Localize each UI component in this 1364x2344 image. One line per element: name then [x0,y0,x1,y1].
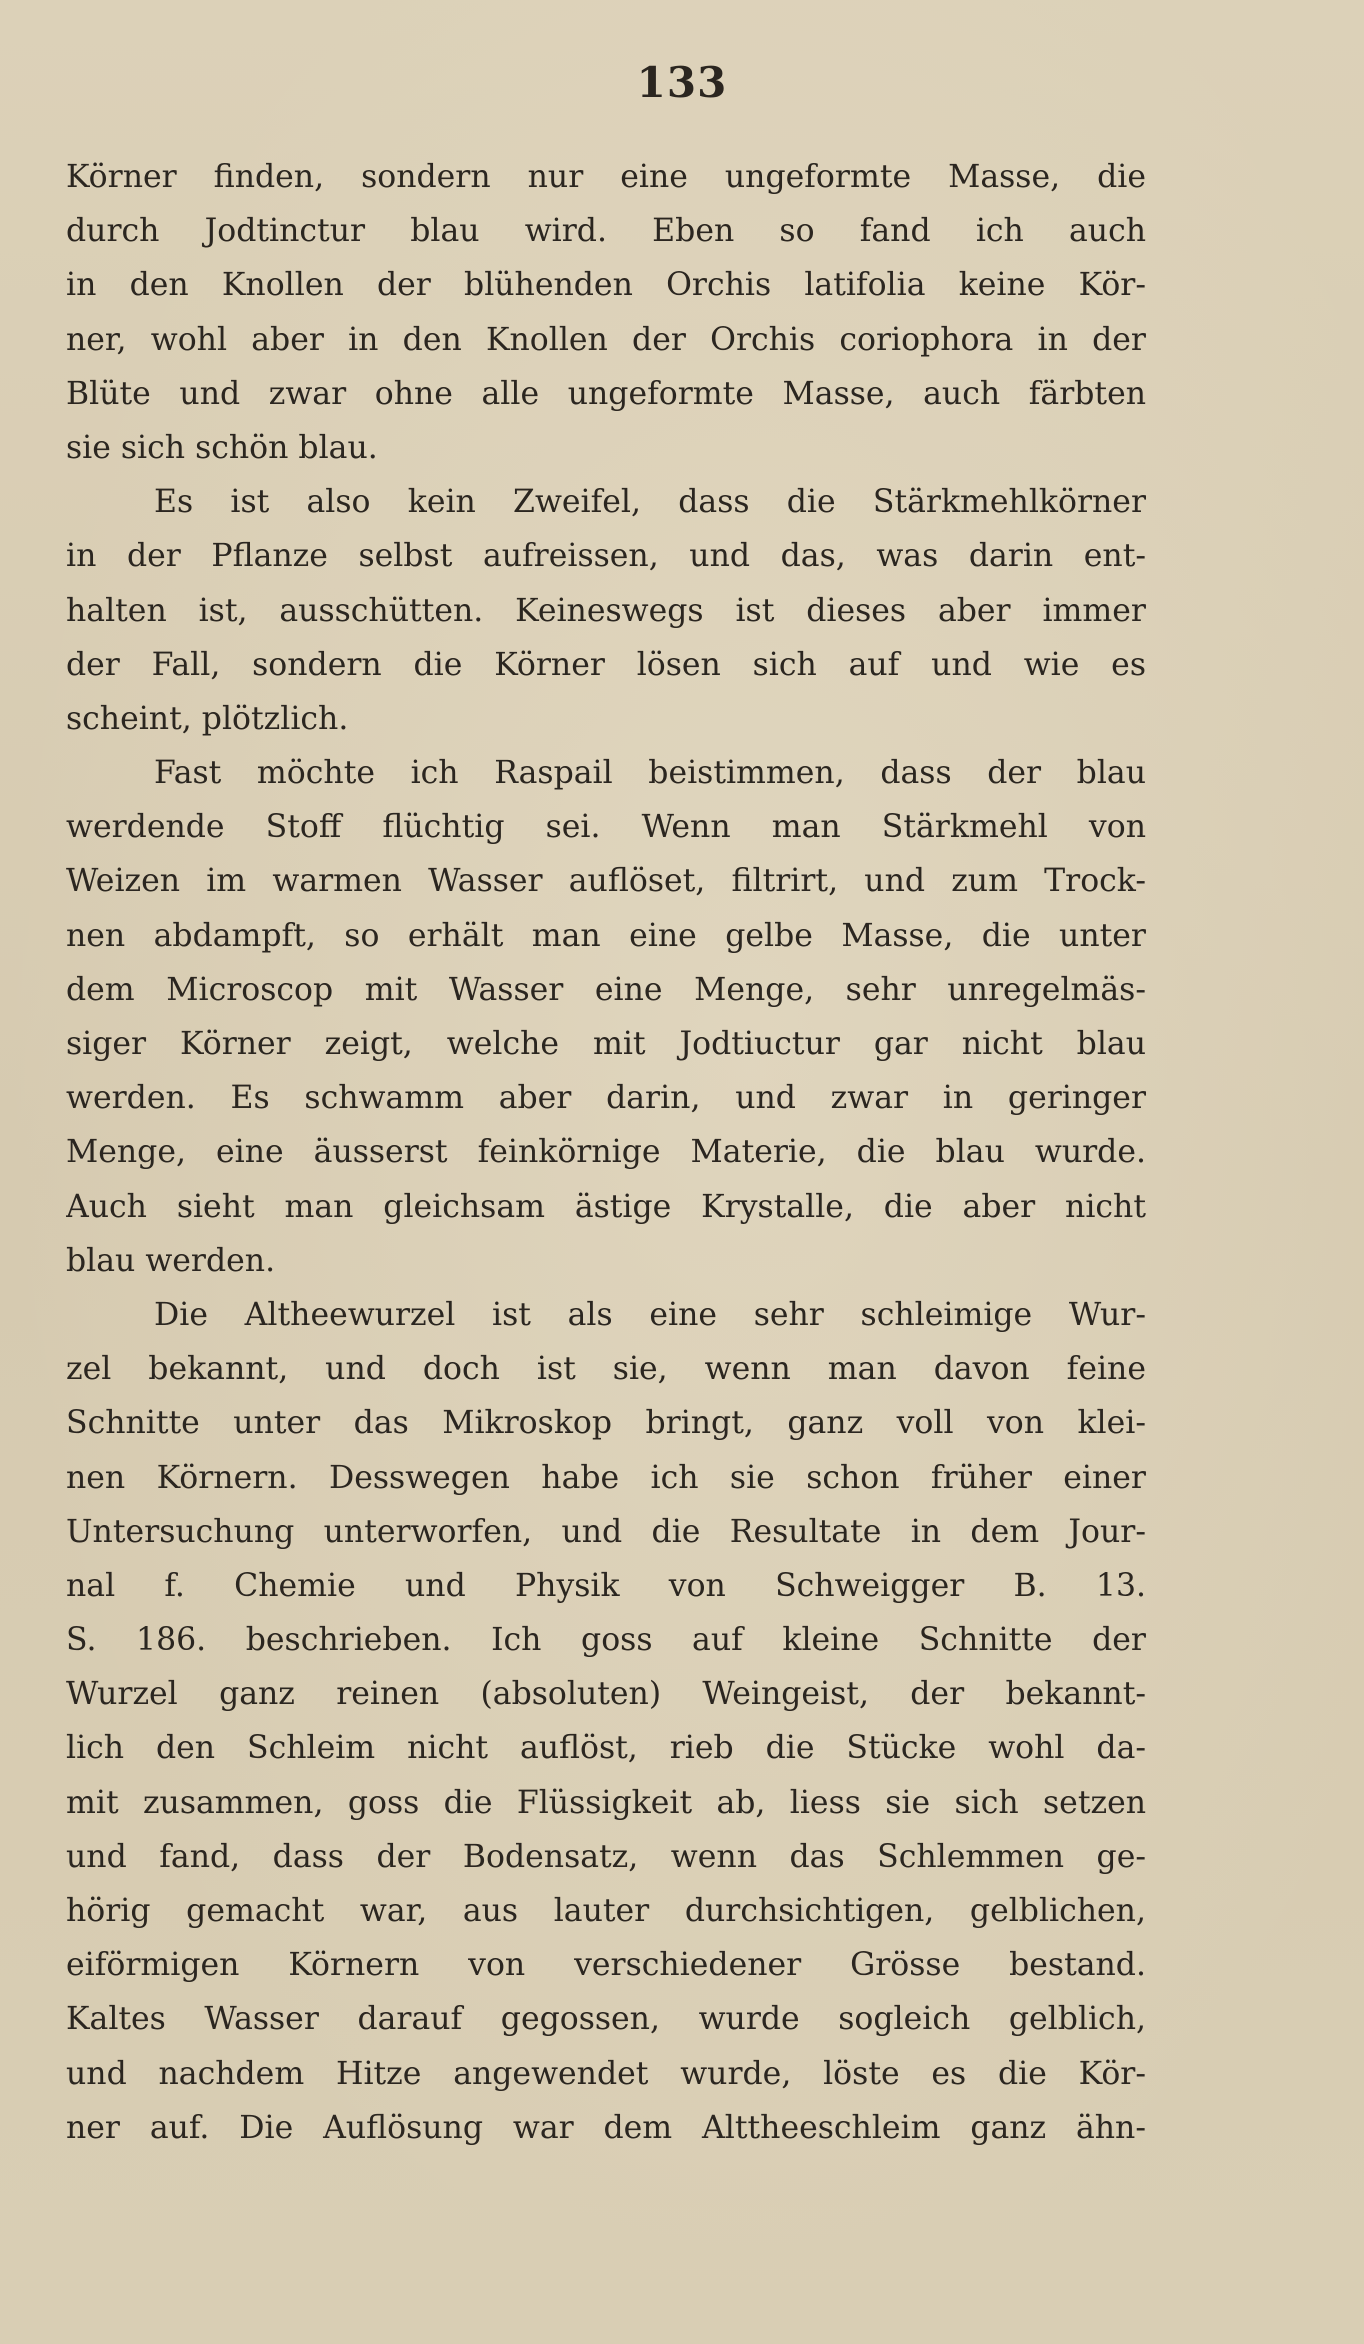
text-line: in der Pflanze selbst aufreissen, und das, was darin ent- [66,538,1146,575]
text-line: eiförmigen Körnern von verschiedener Grösse bestand. [66,1947,1146,1984]
text-line: durch Jodtinctur blau wird. Eben so fand ich auch [66,213,1146,250]
text-line: Blüte und zwar ohne alle ungeformte Masse, auch färbten [66,375,1146,412]
text-line: nen abdampft, so erhält man eine gelbe Masse, die unter [66,917,1146,954]
text-line: in den Knollen der blühenden Orchis latifolia keine Kör- [66,267,1146,304]
page-number: 133 [636,58,728,107]
text-line: hörig gemacht war, aus lauter durchsichtigen, gelblichen, [66,1893,1146,1929]
text-line: der Fall, sondern die Körner lösen sich auf und wie es [66,646,1146,683]
text-line: halten ist, ausschütten. Keineswegs ist dieses aber immer [66,592,1146,629]
text-line: sie sich schön blau. [66,429,378,466]
text-line: siger Körner zeigt, welche mit Jodtiuctur gar nicht blau [66,1026,1146,1062]
text-line: Körner finden, sondern nur eine ungeformte Masse, die [66,159,1146,195]
text-line: Fast möchte ich Raspail beistimmen, dass der blau [154,755,1146,792]
text-line: nal f. Chemie und Physik von Schweigger B. 13. [66,1567,1146,1604]
text-line: Kaltes Wasser darauf gegossen, wurde sogleich gelblich, [66,2001,1146,2038]
text-line: Menge, eine äusserst feinkörnige Materie, die blau wurde. [66,1134,1146,1171]
text-line: Wurzel ganz reinen (absoluten) Weingeist, der bekannt- [66,1676,1146,1713]
text-line: Es ist also kein Zweifel, dass die Stärkmehlkörner [154,484,1146,521]
text-line: scheint, plötzlich. [66,700,349,737]
text-line: nen Körnern. Desswegen habe ich sie schon früher einer [66,1459,1146,1496]
body-text [66,150,1146,2155]
text-line: Weizen im warmen Wasser auflöset, filtrirt, und zum Trock- [66,863,1146,900]
text-line: zel bekannt, und doch ist sie, wenn man davon feine [66,1351,1146,1388]
text-line: ner, wohl aber in den Knollen der Orchis coriophora in der [66,321,1146,358]
text-line: mit zusammen, goss die Flüssigkeit ab, liess sie sich setzen [66,1784,1146,1821]
text-line: Schnitte unter das Mikroskop bringt, ganz voll von klei- [66,1405,1146,1442]
text-line: ner auf. Die Auflösung war dem Alttheeschleim ganz ähn- [66,2109,1146,2146]
text-line: lich den Schleim nicht auflöst, rieb die Stücke wohl da- [66,1730,1146,1767]
text-line: Die Altheewurzel ist als eine sehr schleimige Wur- [154,1296,1146,1333]
text-line: S. 186. beschrieben. Ich goss auf kleine Schnitte der [66,1622,1146,1659]
text-line: Untersuchung unterworfen, und die Resultate in dem Jour- [66,1513,1146,1550]
text-line: werdende Stoff flüchtig sei. Wenn man Stärkmehl von [66,809,1146,846]
text-line: blau werden. [66,1242,276,1279]
text-line: werden. Es schwamm aber darin, und zwar in geringer [66,1080,1146,1117]
text-line: und fand, dass der Bodensatz, wenn das Schlemmen ge- [66,1838,1146,1875]
text-line: Auch sieht man gleichsam ästige Krystalle, die aber nicht [66,1188,1146,1225]
text-line: dem Microscop mit Wasser eine Menge, sehr unregelmäs- [66,971,1146,1008]
text-line: und nachdem Hitze angewendet wurde, löste es die Kör- [66,2055,1146,2092]
